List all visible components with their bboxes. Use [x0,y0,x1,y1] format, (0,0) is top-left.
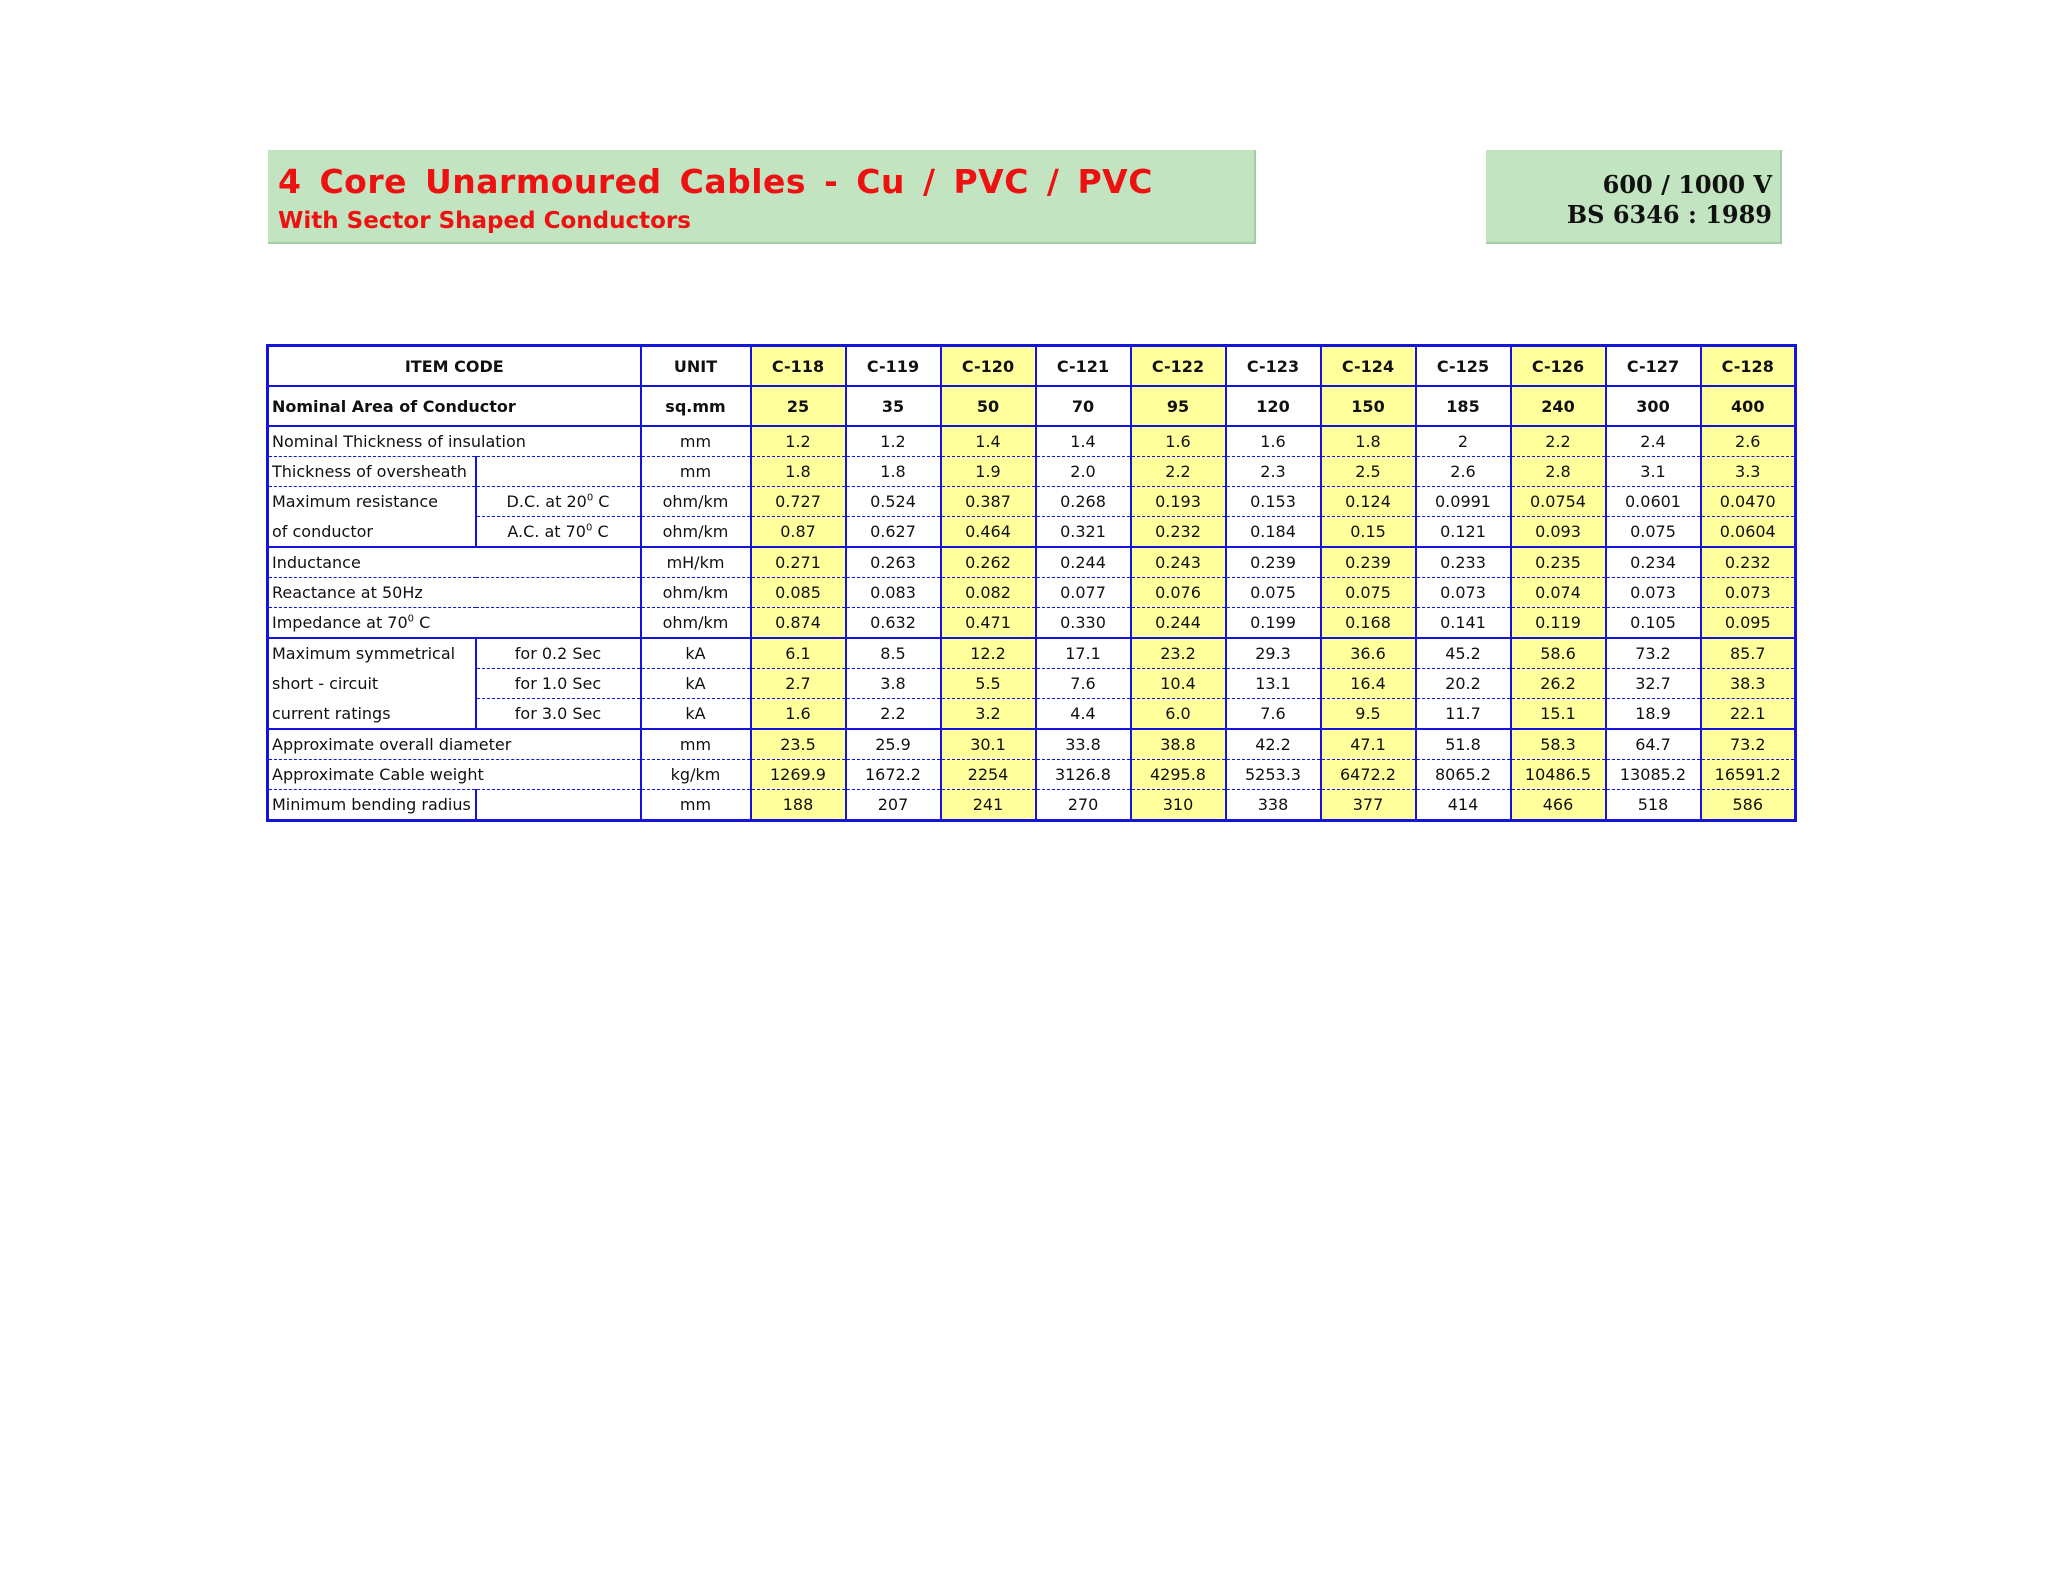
table-header-row [268,346,1796,387]
inductance-value: 0.271 [751,547,846,578]
impedance-value: 0.095 [1701,608,1796,639]
table-row [268,578,1796,608]
nominal-area-value: 300 [1606,386,1701,426]
oversheath-value: 3.3 [1701,457,1796,487]
short-circuit-value: 45.2 [1416,638,1511,669]
degree-superscript: 0 [586,492,594,504]
item-code-cell: C-124 [1321,346,1416,387]
item-code-cell: C-126 [1511,346,1606,387]
reactance-value: 0.073 [1416,578,1511,608]
row-unit: ohm/km [641,487,751,517]
short-circuit-value: 22.1 [1701,699,1796,730]
table-row [268,426,1796,457]
short-circuit-value: 2.7 [751,669,846,699]
impedance-value: 0.141 [1416,608,1511,639]
standard-reference: BS 6346 : 1989 [1566,200,1772,229]
short-circuit-value: 29.3 [1226,638,1321,669]
row-unit: kA [641,638,751,669]
diameter-value: 58.3 [1511,729,1606,760]
nominal-area-value: 150 [1321,386,1416,426]
insulation-value: 2.2 [1511,426,1606,457]
bending-value: 414 [1416,790,1511,821]
page-subtitle: With Sector Shaped Conductors [278,208,691,234]
row-label: Nominal Area of Conductor [268,386,641,426]
nominal-area-value: 400 [1701,386,1796,426]
bending-value: 518 [1606,790,1701,821]
impedance-value: 0.244 [1131,608,1226,639]
diameter-value: 73.2 [1701,729,1796,760]
short-circuit-value: 36.6 [1321,638,1416,669]
oversheath-value: 1.8 [751,457,846,487]
table-row [268,638,1796,669]
dc-resistance-value: 0.0601 [1606,487,1701,517]
item-code-cell: C-127 [1606,346,1701,387]
impedance-value: 0.199 [1226,608,1321,639]
short-circuit-value: 6.0 [1131,699,1226,730]
table-row [268,729,1796,760]
reactance-value: 0.085 [751,578,846,608]
row-label: Minimum bending radius [268,790,476,821]
dc-resistance-value: 0.727 [751,487,846,517]
dc-resistance-value: 0.387 [941,487,1036,517]
table-row [268,790,1796,821]
reactance-value: 0.075 [1226,578,1321,608]
cable-spec-table [266,344,1797,822]
short-circuit-value: 12.2 [941,638,1036,669]
ac-resistance-value: 0.87 [751,517,846,548]
nominal-area-value: 50 [941,386,1036,426]
item-code-cell: C-121 [1036,346,1131,387]
bending-value: 377 [1321,790,1416,821]
bending-value: 188 [751,790,846,821]
row-sublabel-empty [476,457,641,487]
table-row [268,547,1796,578]
table-row [268,386,1796,426]
label-text: A.C. at 70 [507,522,586,541]
diameter-value: 47.1 [1321,729,1416,760]
row-label [268,608,641,639]
oversheath-value: 1.8 [846,457,941,487]
short-circuit-value: 6.1 [751,638,846,669]
short-circuit-value: 7.6 [1036,669,1131,699]
inductance-value: 0.234 [1606,547,1701,578]
item-code-cell: C-122 [1131,346,1226,387]
degree-superscript: 0 [585,522,593,534]
title-banner [268,150,1256,244]
weight-value: 13085.2 [1606,760,1701,790]
weight-value: 4295.8 [1131,760,1226,790]
row-label: Thickness of oversheath [268,457,476,487]
row-sublabel [476,517,641,548]
row-label: Inductance [268,547,641,578]
reactance-value: 0.073 [1701,578,1796,608]
table-row [268,517,1796,548]
short-circuit-value: 11.7 [1416,699,1511,730]
row-sublabel: for 0.2 Sec [476,638,641,669]
nominal-area-value: 95 [1131,386,1226,426]
short-circuit-value: 8.5 [846,638,941,669]
inductance-value: 0.239 [1321,547,1416,578]
row-label: of conductor [268,517,476,548]
insulation-value: 2.6 [1701,426,1796,457]
row-unit: mm [641,457,751,487]
row-label: Maximum symmetrical [268,638,476,669]
insulation-value: 2 [1416,426,1511,457]
nominal-area-value: 120 [1226,386,1321,426]
item-code-cell: C-125 [1416,346,1511,387]
row-label: Maximum resistance [268,487,476,517]
row-unit: sq.mm [641,386,751,426]
item-code-cell: C-123 [1226,346,1321,387]
insulation-value: 1.6 [1226,426,1321,457]
insulation-value: 1.8 [1321,426,1416,457]
short-circuit-value: 3.2 [941,699,1036,730]
dc-resistance-value: 0.124 [1321,487,1416,517]
weight-value: 2254 [941,760,1036,790]
diameter-value: 64.7 [1606,729,1701,760]
bending-value: 207 [846,790,941,821]
row-sublabel [476,487,641,517]
oversheath-value: 2.2 [1131,457,1226,487]
row-label: Approximate Cable weight [268,760,641,790]
row-label: current ratings [268,699,476,730]
nominal-area-value: 70 [1036,386,1131,426]
inductance-value: 0.244 [1036,547,1131,578]
oversheath-value: 2.8 [1511,457,1606,487]
oversheath-value: 3.1 [1606,457,1701,487]
short-circuit-value: 58.6 [1511,638,1606,669]
oversheath-value: 1.9 [941,457,1036,487]
row-unit: kA [641,669,751,699]
label-suffix: C [414,613,431,632]
weight-value: 6472.2 [1321,760,1416,790]
short-circuit-value: 17.1 [1036,638,1131,669]
bending-value: 466 [1511,790,1606,821]
ac-resistance-value: 0.093 [1511,517,1606,548]
diameter-value: 38.8 [1131,729,1226,760]
insulation-value: 2.4 [1606,426,1701,457]
table-row [268,699,1796,730]
impedance-value: 0.471 [941,608,1036,639]
ac-resistance-value: 0.627 [846,517,941,548]
insulation-value: 1.4 [1036,426,1131,457]
dc-resistance-value: 0.0991 [1416,487,1511,517]
reactance-value: 0.075 [1321,578,1416,608]
short-circuit-value: 85.7 [1701,638,1796,669]
short-circuit-value: 26.2 [1511,669,1606,699]
weight-value: 1672.2 [846,760,941,790]
ac-resistance-value: 0.075 [1606,517,1701,548]
impedance-value: 0.632 [846,608,941,639]
reactance-value: 0.077 [1036,578,1131,608]
item-code-header: ITEM CODE [268,346,641,387]
bending-value: 338 [1226,790,1321,821]
item-code-cell: C-120 [941,346,1036,387]
bending-value: 310 [1131,790,1226,821]
insulation-value: 1.2 [751,426,846,457]
short-circuit-value: 13.1 [1226,669,1321,699]
impedance-value: 0.168 [1321,608,1416,639]
weight-value: 16591.2 [1701,760,1796,790]
diameter-value: 23.5 [751,729,846,760]
diameter-value: 42.2 [1226,729,1321,760]
nominal-area-value: 240 [1511,386,1606,426]
table-row [268,608,1796,639]
voltage-rating: 600 / 1000 V [1602,170,1772,199]
row-unit: mm [641,790,751,821]
diameter-value: 51.8 [1416,729,1511,760]
table-row [268,457,1796,487]
label-suffix: C [592,522,609,541]
oversheath-value: 2.5 [1321,457,1416,487]
item-code-cell: C-128 [1701,346,1796,387]
impedance-value: 0.105 [1606,608,1701,639]
row-sublabel: for 1.0 Sec [476,669,641,699]
short-circuit-value: 2.2 [846,699,941,730]
reactance-value: 0.082 [941,578,1036,608]
impedance-value: 0.330 [1036,608,1131,639]
short-circuit-value: 4.4 [1036,699,1131,730]
row-unit: mH/km [641,547,751,578]
inductance-value: 0.263 [846,547,941,578]
row-unit: ohm/km [641,608,751,639]
reactance-value: 0.073 [1606,578,1701,608]
label-text: Impedance at 70 [272,613,408,632]
ac-resistance-value: 0.464 [941,517,1036,548]
table-row [268,487,1796,517]
ac-resistance-value: 0.184 [1226,517,1321,548]
short-circuit-value: 3.8 [846,669,941,699]
row-unit: kA [641,699,751,730]
weight-value: 8065.2 [1416,760,1511,790]
weight-value: 5253.3 [1226,760,1321,790]
dc-resistance-value: 0.524 [846,487,941,517]
short-circuit-value: 18.9 [1606,699,1701,730]
oversheath-value: 2.0 [1036,457,1131,487]
degree-superscript: 0 [407,613,415,625]
short-circuit-value: 1.6 [751,699,846,730]
row-unit: mm [641,426,751,457]
table-row [268,760,1796,790]
short-circuit-value: 38.3 [1701,669,1796,699]
dc-resistance-value: 0.193 [1131,487,1226,517]
row-unit: kg/km [641,760,751,790]
row-sublabel-empty [476,790,641,821]
inductance-value: 0.239 [1226,547,1321,578]
label-text: D.C. at 20 [506,492,587,511]
row-label: Approximate overall diameter [268,729,641,760]
bending-value: 586 [1701,790,1796,821]
short-circuit-value: 73.2 [1606,638,1701,669]
insulation-value: 1.6 [1131,426,1226,457]
unit-header: UNIT [641,346,751,387]
reactance-value: 0.074 [1511,578,1606,608]
nominal-area-value: 25 [751,386,846,426]
label-suffix: C [593,492,610,511]
short-circuit-value: 32.7 [1606,669,1701,699]
oversheath-value: 2.6 [1416,457,1511,487]
short-circuit-value: 20.2 [1416,669,1511,699]
diameter-value: 25.9 [846,729,941,760]
inductance-value: 0.262 [941,547,1036,578]
row-label: Reactance at 50Hz [268,578,641,608]
reactance-value: 0.083 [846,578,941,608]
row-unit: ohm/km [641,517,751,548]
dc-resistance-value: 0.0754 [1511,487,1606,517]
short-circuit-value: 16.4 [1321,669,1416,699]
row-unit: mm [641,729,751,760]
inductance-value: 0.232 [1701,547,1796,578]
weight-value: 10486.5 [1511,760,1606,790]
short-circuit-value: 9.5 [1321,699,1416,730]
ac-resistance-value: 0.121 [1416,517,1511,548]
diameter-value: 30.1 [941,729,1036,760]
item-code-cell: C-119 [846,346,941,387]
weight-value: 3126.8 [1036,760,1131,790]
ac-resistance-value: 0.232 [1131,517,1226,548]
nominal-area-value: 35 [846,386,941,426]
bending-value: 270 [1036,790,1131,821]
inductance-value: 0.233 [1416,547,1511,578]
dc-resistance-value: 0.153 [1226,487,1321,517]
row-sublabel: for 3.0 Sec [476,699,641,730]
impedance-value: 0.119 [1511,608,1606,639]
short-circuit-value: 7.6 [1226,699,1321,730]
short-circuit-value: 23.2 [1131,638,1226,669]
diameter-value: 33.8 [1036,729,1131,760]
table-row [268,669,1796,699]
row-unit: ohm/km [641,578,751,608]
page-title: 4 Core Unarmoured Cables - Cu / PVC / PVC [278,162,1153,201]
item-code-cell: C-118 [751,346,846,387]
ac-resistance-value: 0.15 [1321,517,1416,548]
dc-resistance-value: 0.0470 [1701,487,1796,517]
short-circuit-value: 15.1 [1511,699,1606,730]
row-label: Nominal Thickness of insulation [268,426,641,457]
reactance-value: 0.076 [1131,578,1226,608]
inductance-value: 0.243 [1131,547,1226,578]
impedance-value: 0.874 [751,608,846,639]
insulation-value: 1.2 [846,426,941,457]
nominal-area-value: 185 [1416,386,1511,426]
ac-resistance-value: 0.321 [1036,517,1131,548]
weight-value: 1269.9 [751,760,846,790]
short-circuit-value: 5.5 [941,669,1036,699]
row-label: short - circuit [268,669,476,699]
rating-banner [1486,150,1782,244]
ac-resistance-value: 0.0604 [1701,517,1796,548]
inductance-value: 0.235 [1511,547,1606,578]
insulation-value: 1.4 [941,426,1036,457]
short-circuit-value: 10.4 [1131,669,1226,699]
bending-value: 241 [941,790,1036,821]
dc-resistance-value: 0.268 [1036,487,1131,517]
oversheath-value: 2.3 [1226,457,1321,487]
